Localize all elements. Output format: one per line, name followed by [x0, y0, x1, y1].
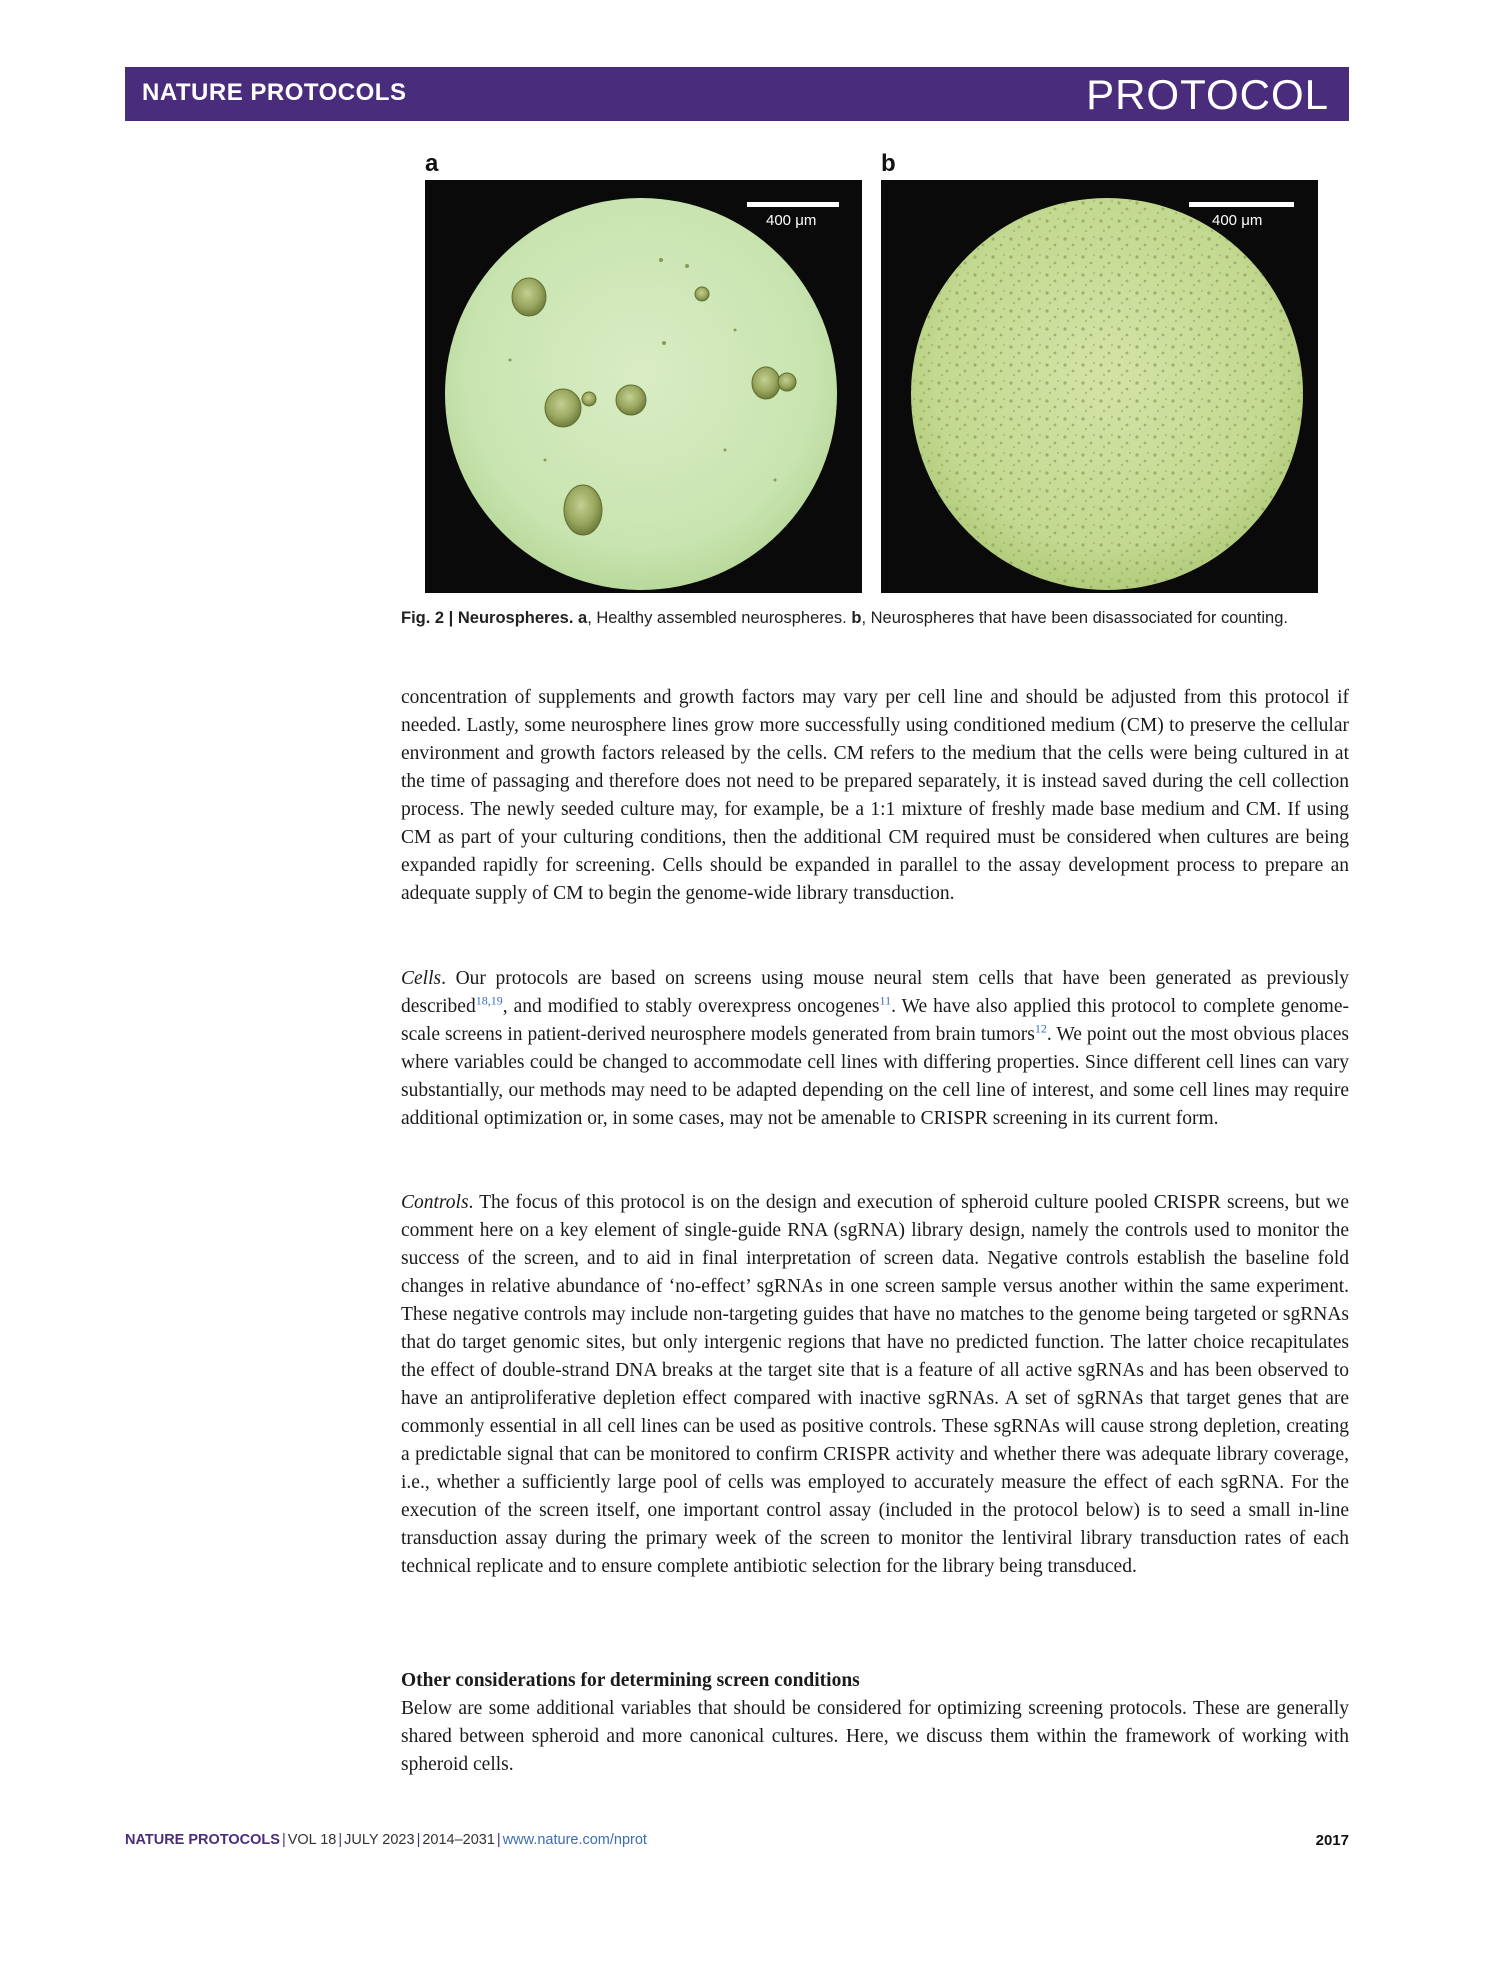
section-other-considerations: [401, 1667, 1349, 1779]
caption-b-letter: b: [851, 609, 862, 627]
paragraph-text: concentration of supplements and growth factors may vary per cell line and should be adjusted from this protocol if needed. Lastly, some neurosphere lines grow more successfully using conditioned medium (CM) to preserve the cellular environment and growth factors released by the cells. CM refers to the medium that the cells were being cultured in at the time of passaging and therefore does not need to be prepared separately, it is instead saved during the cell collection process. The newly seeded culture may, for example, be a 1:1 mixture of freshly made base medium and CM. If using CM as part of your culturing conditions, then the additional CM required must be considered when cultures are being expanded rapidly for screening. Cells should be expanded in parallel to the assay development process to prepare an adequate supply of CM to begin the genome-wide library transduction.: [401, 687, 1349, 904]
paragraph-lead: Cells: [401, 968, 442, 989]
footer-journal: NATURE PROTOCOLS: [125, 1832, 280, 1848]
citation-link[interactable]: 11: [879, 993, 892, 1008]
text-run: , and modified to stably overexpress oncogenes: [502, 996, 880, 1017]
micrograph-panel-b: [881, 180, 1318, 593]
paragraph-conditioned-medium: [401, 684, 1349, 908]
caption-label: Fig. 2 | Neurospheres.: [401, 609, 574, 627]
panel-a-label: a: [425, 150, 439, 177]
journal-name: NATURE PROTOCOLS: [142, 79, 407, 106]
neurosphere-image-a: [425, 180, 862, 593]
text-run: . Our protocols are based on screens using mouse neural stem cells that have been generated as previously described: [401, 968, 1349, 1017]
text-run: . We point out the most obvious places where variables could be changed to accommodate cell lines with differing properties. Since different cell lines can vary substantially, our methods may need to be adapted depending on the cell line of interest, and some cell lines may require additional optimization or, in some cases, may not be amenable to CRISPR screening in its current form.: [401, 1024, 1349, 1129]
caption-a-letter: a: [578, 609, 588, 627]
paragraph-text: [401, 965, 1349, 1133]
footer-url-link[interactable]: www.nature.com/nprot: [502, 1832, 647, 1848]
paragraph-text: [401, 1189, 1349, 1581]
micrograph-panel-a: [425, 180, 862, 593]
figure-caption: [401, 608, 1349, 629]
article-type: PROTOCOL: [1086, 71, 1329, 118]
paragraph-text: Below are some additional variables that should be considered for optimizing screening protocols. These are generally shared between spheroid and more canonical cultures. Here, we discuss them within the framework of working with spheroid cells.: [401, 1698, 1349, 1775]
paragraph-lead: Controls: [401, 1192, 469, 1213]
neurosphere-image-b: [881, 180, 1318, 593]
section-heading: Other considerations for determining screen conditions: [401, 1670, 860, 1691]
scale-bar-label-b: 400 μm: [1212, 212, 1263, 229]
caption-a-text: , Healthy assembled neurospheres.: [587, 609, 852, 627]
journal-header-bar: [125, 67, 1349, 121]
paragraph-cells: [401, 965, 1349, 1133]
scale-bar-label-a: 400 μm: [766, 212, 817, 229]
paragraph-controls: [401, 1189, 1349, 1581]
footer-pages: 2014–2031: [422, 1832, 495, 1848]
citation-link[interactable]: 12: [1034, 1021, 1047, 1036]
caption-b-text: , Neurospheres that have been disassociated for counting.: [861, 609, 1288, 627]
text-run: . The focus of this protocol is on the design and execution of spheroid culture pooled CRISPR screens, but we comment here on a key element of single-guide RNA (sgRNA) library design, namely the controls used to monitor the success of the screen, and to aid in final interpretation of screen data. Negative controls establish the baseline fold changes in relative abundance of ‘no-effect’ sgRNAs in one screen sample versus another within the same experiment. These negative controls may include non-targeting guides that have no matches to the genome being targeted or sgRNAs that do target genomic sites, but only intergenic regions that have no predicted function. The latter choice recapitulates the effect of double-strand DNA breaks at the target site that is a feature of all active sgRNAs and has been observed to have an antiproliferative depletion effect compared with inactive sgRNAs. A set of sgRNAs that target genes that are commonly essential in all cell lines can be used as positive controls. These sgRNAs will cause strong depletion, creating a predictable signal that can be monitored to confirm CRISPR activity and whether there was adequate library coverage, i.e., whether a sufficiently large pool of cells was employed to accurately measure the effect of each sgRNA. For the execution of the screen itself, one important control assay (included in the protocol below) is to seed a small in-line transduction assay during the primary week of the screen to monitor the lentiviral library transduction rates of each technical replicate and to ensure complete antibiotic selection for the library being transduced.: [401, 1192, 1349, 1577]
page-number: 2017: [1315, 1832, 1349, 1849]
panel-b-label: b: [881, 150, 896, 177]
footer-volume: VOL 18: [287, 1832, 337, 1848]
citation-link[interactable]: 18,19: [475, 993, 503, 1008]
text-run: . We have also applied this protocol to complete genome-scale screens in patient-derived neurosphere models generated from brain tumors: [401, 996, 1349, 1045]
footer-date: JULY 2023: [344, 1832, 415, 1848]
page-footer: NATURE PROTOCOLS | VOL 18 | JULY 2023 | 2014–2031 | www.nature.com/nprot 2017: [125, 1832, 1349, 1849]
